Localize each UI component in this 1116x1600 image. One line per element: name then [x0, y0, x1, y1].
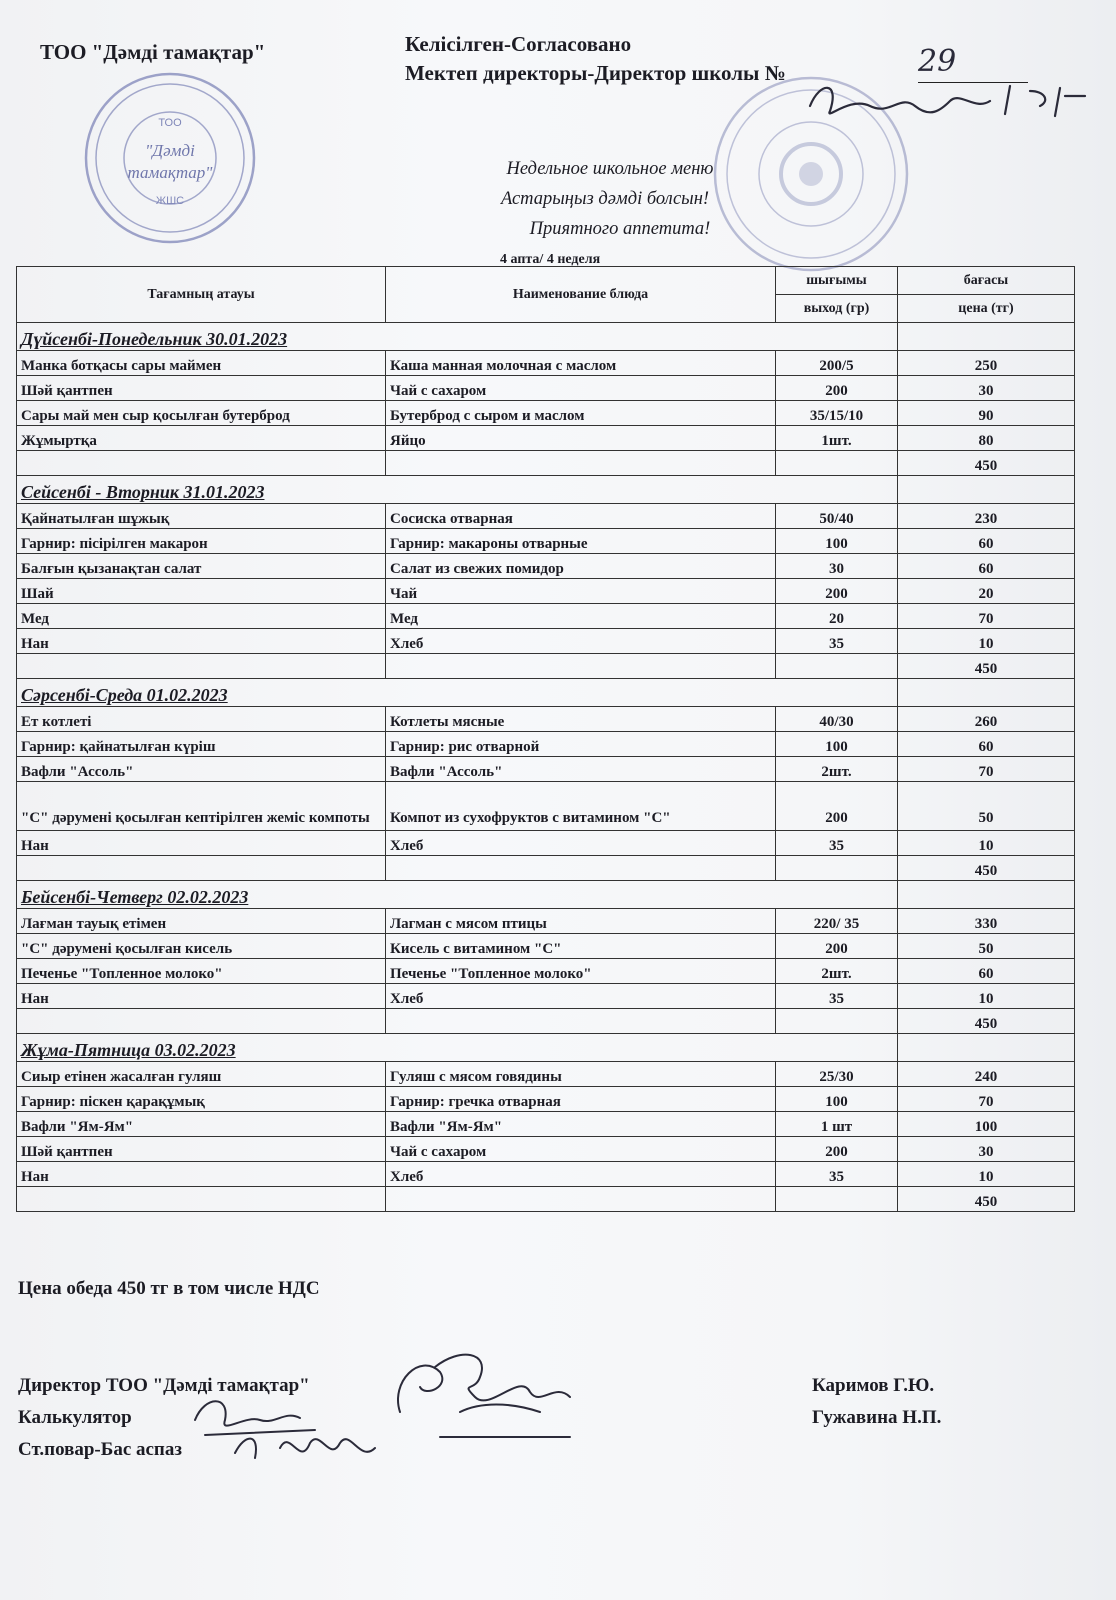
table-row	[17, 629, 1075, 654]
day-total: 450	[898, 856, 1075, 881]
dish-price: 20	[898, 579, 1075, 604]
dish-output: 25/30	[776, 1062, 898, 1087]
dish-name-kz: Лағман тауық етімен	[17, 909, 386, 934]
role-calculator: Калькулятор	[18, 1407, 132, 1428]
dish-name-kz: Нан	[17, 1162, 386, 1187]
empty-cell	[898, 323, 1075, 351]
empty-cell	[17, 1187, 386, 1212]
dish-output: 220/ 35	[776, 909, 898, 934]
table-row	[17, 1062, 1075, 1087]
stamp-text-top: ТОО	[158, 117, 182, 129]
dish-name-kz: Гарнир: қайнатылған күріш	[17, 732, 386, 757]
name-calculator: Гужавина Н.П.	[812, 1407, 942, 1428]
dish-name-ru: Хлеб	[386, 984, 776, 1009]
dish-output: 20	[776, 604, 898, 629]
dish-price: 70	[898, 757, 1075, 782]
dish-name-kz: Шәй қантпен	[17, 1137, 386, 1162]
director-school-label: Мектеп директоры-Директор школы №	[405, 61, 786, 85]
dish-output: 1шт.	[776, 426, 898, 451]
dish-name-kz: Вафли "Ассоль"	[17, 757, 386, 782]
dish-price: 60	[898, 732, 1075, 757]
day-row	[17, 1034, 1075, 1062]
table-row	[17, 984, 1075, 1009]
dish-name-ru: Хлеб	[386, 1162, 776, 1187]
signatories-names	[812, 1370, 941, 1434]
empty-cell	[386, 451, 776, 476]
table-row	[17, 707, 1075, 732]
dish-price: 90	[898, 401, 1075, 426]
dish-name-ru: Гуляш с мясом говядины	[386, 1062, 776, 1087]
table-row	[17, 782, 1075, 831]
header-rus-name: Наименование блюда	[386, 267, 776, 323]
price-note: Цена обеда 450 тг в том числе НДС	[18, 1278, 320, 1299]
empty-cell	[17, 1009, 386, 1034]
day-name: Сейсенбі - Вторник 31.01.2023	[17, 476, 898, 504]
table-row	[17, 757, 1075, 782]
table-row	[17, 934, 1075, 959]
dish-name-ru: Чай	[386, 579, 776, 604]
dish-name-ru: Хлеб	[386, 831, 776, 856]
dish-price: 30	[898, 1137, 1075, 1162]
dish-name-kz: Нан	[17, 984, 386, 1009]
dish-price: 70	[898, 604, 1075, 629]
dish-price: 230	[898, 504, 1075, 529]
dish-name-kz: "С" дәрумені қосылған кисель	[17, 934, 386, 959]
dish-output: 50/40	[776, 504, 898, 529]
stamp-text-mid1: "Дәмді	[145, 141, 195, 160]
dish-price: 50	[898, 934, 1075, 959]
day-row	[17, 679, 1075, 707]
empty-cell	[386, 1009, 776, 1034]
dish-price: 330	[898, 909, 1075, 934]
dish-price: 10	[898, 629, 1075, 654]
dish-name-ru: Чай с сахаром	[386, 376, 776, 401]
menu-table-body	[17, 267, 1075, 1212]
day-name: Бейсенбі-Четверг 02.02.2023	[17, 881, 898, 909]
dish-name-ru: Мед	[386, 604, 776, 629]
dish-output: 200/5	[776, 351, 898, 376]
table-row	[17, 554, 1075, 579]
empty-cell	[898, 476, 1075, 504]
dish-output: 30	[776, 554, 898, 579]
header-output-ru: выход (гр)	[776, 295, 898, 323]
table-row	[17, 426, 1075, 451]
dish-name-ru: Компот из сухофруктов с витамином "С"	[386, 782, 776, 831]
dish-name-ru: Сосиска отварная	[386, 504, 776, 529]
dish-output: 1 шт	[776, 1112, 898, 1137]
table-row	[17, 604, 1075, 629]
dish-price: 60	[898, 959, 1075, 984]
table-row	[17, 1137, 1075, 1162]
table-row	[17, 1112, 1075, 1137]
dish-price: 10	[898, 1162, 1075, 1187]
table-row	[17, 376, 1075, 401]
dish-price: 30	[898, 376, 1075, 401]
day-total: 450	[898, 451, 1075, 476]
header-kaz-name: Тағамның атауы	[17, 267, 386, 323]
dish-name-kz: Сиыр етінен жасалған гуляш	[17, 1062, 386, 1087]
table-row	[17, 504, 1075, 529]
dish-output: 2шт.	[776, 959, 898, 984]
table-row	[17, 1087, 1075, 1112]
table-row	[17, 351, 1075, 376]
dish-price: 10	[898, 831, 1075, 856]
dish-name-ru: Каша манная молочная с маслом	[386, 351, 776, 376]
day-total: 450	[898, 1009, 1075, 1034]
dish-name-kz: "С" дәрумені қосылған кептірілген жеміс компоты	[17, 782, 386, 831]
day-total: 450	[898, 654, 1075, 679]
dish-name-ru: Чай с сахаром	[386, 1137, 776, 1162]
dish-output: 35	[776, 629, 898, 654]
school-number: 29	[918, 44, 957, 79]
empty-cell	[17, 856, 386, 881]
dish-price: 10	[898, 984, 1075, 1009]
dish-name-ru: Кисель с витамином "С"	[386, 934, 776, 959]
dish-output: 200	[776, 1137, 898, 1162]
day-name: Жұма-Пятница 03.02.2023	[17, 1034, 898, 1062]
company-stamp	[80, 68, 260, 248]
table-row	[17, 529, 1075, 554]
director-signature	[380, 1342, 580, 1462]
day-total-row	[17, 654, 1075, 679]
menu-titles	[420, 154, 800, 244]
menu-table	[16, 266, 1075, 1212]
header-price-kz: бағасы	[898, 267, 1075, 295]
day-row	[17, 881, 1075, 909]
dish-name-ru: Печенье "Топленное молоко"	[386, 959, 776, 984]
dish-name-kz: Гарнир: пісірілген макарон	[17, 529, 386, 554]
empty-cell	[898, 679, 1075, 707]
dish-price: 260	[898, 707, 1075, 732]
dish-name-kz: Гарнир: піскен қарақұмық	[17, 1087, 386, 1112]
day-total-row	[17, 856, 1075, 881]
dish-name-kz: Манка ботқасы сары маймен	[17, 351, 386, 376]
role-director: Директор ТОО "Дәмді тамақтар"	[18, 1375, 310, 1396]
dish-name-ru: Вафли "Ассоль"	[386, 757, 776, 782]
day-row	[17, 323, 1075, 351]
stamp-text-bottom: ЖШС	[155, 195, 185, 207]
week-label: 4 апта/ 4 неделя	[500, 252, 601, 267]
dish-price: 250	[898, 351, 1075, 376]
dish-name-kz: Шәй қантпен	[17, 376, 386, 401]
dish-name-kz: Печенье "Топленное молоко"	[17, 959, 386, 984]
dish-name-ru: Хлеб	[386, 629, 776, 654]
empty-cell	[17, 451, 386, 476]
dish-name-ru: Бутерброд с сыром и маслом	[386, 401, 776, 426]
dish-output: 35	[776, 984, 898, 1009]
dish-price: 80	[898, 426, 1075, 451]
stamp-text-mid2: тамақтар"	[127, 163, 213, 182]
dish-output: 2шт.	[776, 757, 898, 782]
dish-price: 60	[898, 529, 1075, 554]
title-weekly-menu: Недельное школьное меню	[506, 159, 714, 179]
table-header-row	[17, 267, 1075, 295]
dish-output: 35	[776, 1162, 898, 1187]
empty-cell	[386, 654, 776, 679]
empty-cell	[776, 451, 898, 476]
title-bon-appetit-kz: Астарыңыз дәмді болсын!	[500, 189, 710, 209]
empty-cell	[386, 856, 776, 881]
company-name: ТОО "Дәмді тамақтар"	[40, 40, 266, 64]
dish-name-kz: Жұмыртқа	[17, 426, 386, 451]
dish-name-kz: Ет котлеті	[17, 707, 386, 732]
approval-title: Келісілген-Согласовано	[405, 32, 632, 56]
dish-output: 200	[776, 934, 898, 959]
header-output-kz: шығымы	[776, 267, 898, 295]
dish-price: 240	[898, 1062, 1075, 1087]
table-row	[17, 831, 1075, 856]
school-director-signature	[800, 76, 1100, 126]
empty-cell	[776, 856, 898, 881]
table-row	[17, 1162, 1075, 1187]
dish-price: 60	[898, 554, 1075, 579]
dish-name-ru: Лагман с мясом птицы	[386, 909, 776, 934]
table-row	[17, 909, 1075, 934]
table-row	[17, 959, 1075, 984]
dish-name-kz: Қайнатылған шұжық	[17, 504, 386, 529]
dish-output: 200	[776, 782, 898, 831]
dish-price: 100	[898, 1112, 1075, 1137]
dish-name-kz: Мед	[17, 604, 386, 629]
dish-output: 200	[776, 376, 898, 401]
day-total-row	[17, 451, 1075, 476]
dish-name-ru: Вафли "Ям-Ям"	[386, 1112, 776, 1137]
dish-name-kz: Сары май мен сыр қосылған бутерброд	[17, 401, 386, 426]
table-row	[17, 732, 1075, 757]
name-director: Каримов Г.Ю.	[812, 1375, 935, 1396]
dish-name-kz: Шай	[17, 579, 386, 604]
dish-name-kz: Вафли "Ям-Ям"	[17, 1112, 386, 1137]
empty-cell	[386, 1187, 776, 1212]
empty-cell	[898, 1034, 1075, 1062]
role-chef: Ст.повар-Бас аспаз	[18, 1439, 183, 1460]
dish-name-ru: Гарнир: макароны отварные	[386, 529, 776, 554]
table-row	[17, 401, 1075, 426]
title-bon-appetit-ru: Приятного аппетита!	[529, 219, 711, 239]
dish-output: 100	[776, 529, 898, 554]
dish-name-kz: Балғын қызанақтан салат	[17, 554, 386, 579]
empty-cell	[776, 1187, 898, 1212]
day-name: Сәрсенбі-Среда 01.02.2023	[17, 679, 898, 707]
empty-cell	[776, 1009, 898, 1034]
dish-name-ru: Котлеты мясные	[386, 707, 776, 732]
header-price-ru: цена (тг)	[898, 295, 1075, 323]
dish-price: 70	[898, 1087, 1075, 1112]
dish-output: 100	[776, 732, 898, 757]
day-name: Дүйсенбі-Понедельник 30.01.2023	[17, 323, 898, 351]
dish-price: 50	[898, 782, 1075, 831]
table-row	[17, 579, 1075, 604]
empty-cell	[17, 654, 386, 679]
dish-output: 35/15/10	[776, 401, 898, 426]
day-total-row	[17, 1187, 1075, 1212]
dish-output: 100	[776, 1087, 898, 1112]
chef-signature	[225, 1418, 385, 1478]
empty-cell	[898, 881, 1075, 909]
day-total-row	[17, 1009, 1075, 1034]
dish-output: 200	[776, 579, 898, 604]
dish-name-ru: Гарнир: рис отварной	[386, 732, 776, 757]
dish-name-kz: Нан	[17, 831, 386, 856]
dish-name-ru: Гарнир: гречка отварная	[386, 1087, 776, 1112]
day-row	[17, 476, 1075, 504]
dish-name-ru: Салат из свежих помидор	[386, 554, 776, 579]
dish-name-ru: Яйцо	[386, 426, 776, 451]
dish-name-kz: Нан	[17, 629, 386, 654]
day-total: 450	[898, 1187, 1075, 1212]
dish-output: 40/30	[776, 707, 898, 732]
dish-output: 35	[776, 831, 898, 856]
empty-cell	[776, 654, 898, 679]
